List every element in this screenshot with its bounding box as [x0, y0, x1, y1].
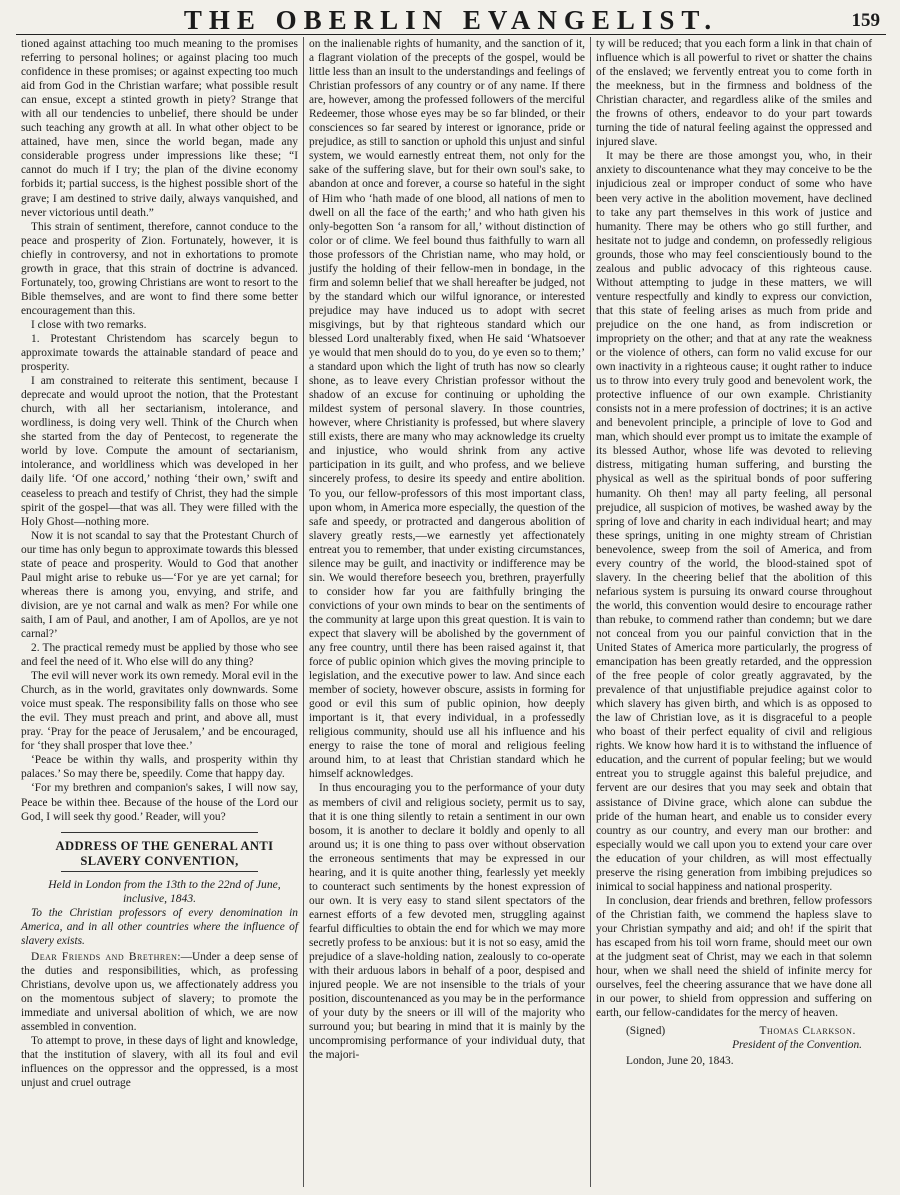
- paragraph: ty will be reduced; that you each form a link in that chain of influence which is all powerful to rivet or shatter the chains of the enslaved; we fervently entreat you to come forth in the meekness, but in the firmness and boldness of the Christian character, and regardless alike of the smiles and the frowns of others, endeavor to do your part towards turning the tide of natural feeling against the oppressed and injured slave.: [596, 38, 872, 149]
- salutation-paragraph: [21, 950, 298, 1034]
- paragraph: In conclusion, dear friends and brethren, fellow professors of the Christian faith, we commend the hapless slave to your Christian sympathy and aid; and oh! if the spirit that has escaped from his toil worn frame, should meet our own at the judgment seat of Christ, may we each in that solemn hour, when we shall need the shield of infinite mercy for ourselves, feel the cheering assurance that we have done all in our power, to shield from oppression and suffering on earth, our fellow-candidates for the mercy of heaven.: [596, 894, 873, 1020]
- salutation: Dear Friends and Brethren: [31, 950, 178, 963]
- paragraph: 2. The practical remedy must be applied by those who see and feel the need of it. Who else will do any thing?: [21, 642, 298, 669]
- column-1: [16, 37, 303, 1187]
- section-divider: [61, 832, 258, 833]
- paragraph: It may be there are those amongst you, who, in their anxiety to discountenance what they may conceive to be the injudicious zeal or improper conduct of some who have been very active in the abolition movement, have declined to take any part themselves in this work of justice and humanity. There may be others who go still further, and hesitate not to judge and condemn, on professedly religious grounds, those who may feel conscientiously bound to the zealous and public advocacy of this righteous cause. Without attempting to judge in these matters, we will venture respectfully and kindly to express our conviction, that this state of feeling arises as much from pride and prejudice on the one hand, as from indiscretion or impropriety on the other; and that at any rate the weakness or the violence of others, can form no valid excuse for our own inactivity in a righteous cause; it ought rather to induce us to throw into every truly good and benevolent work, the protective influence of our own example. Christianity consists not in a mere profession of doctrines; it is an active and benevolent principle, a principle of love to God and man, which should ever prompt us to imitate the example of its blessed Author, whose life was devoted to relieving distress, mitigating human suffering, and bursting the physical as well as the spiritual bonds of poor suffering humanity. Oh then! may all party feeling, all personal prejudice, all suspicion of motives, be washed away by the spring of love and charity in each individual heart; and may these springs, uniting in one mighty stream of Christian benevolence, sweep from the soil of America, and from every country of the world, the blood-stained spot of slavery. In the cheering belief that the abolition of this nefarious system is pursuing its onward course throughout the world, this convention would desire to encourage rather than rebuke, to commend rather than condemn; but we dare not conceal from you our painful conviction that in the United States of America more particularly, the progress of emancipation has been greatly retarded, and the oppression of the free people of color greatly aggravated, by the prevalence of that unjustifiable prejudice against color to which slavery has given birth, and which is as opposed to the law of Christian love, as it is disgraceful to a people who boast of their perfect equality of civil and religious rights. We know how hard it is to withstand the influence of education, and the current of popular feeling; but we would entreat you to struggle against this baleful prejudice, and fervent are our desires that you may seek and obtain that assistance of Divine grace, which alone can subdue the pride of the human heart, and enable us to consider every country as our country, and every man our brother: and especially would we call upon you to extend your care over the education of your children, as will most effectually preserve the rising generation from imbibing prejudices so inimical to social happiness and national prosperity.: [596, 150, 872, 893]
- signed-label: (Signed): [626, 1025, 666, 1038]
- paragraph: ‘Peace be within thy walls, and prosperity within thy palaces.’ So may there be, speedily. Come that happy day.: [21, 754, 298, 781]
- signer-role: President of the Convention.: [732, 1039, 862, 1052]
- address-intro: To the Christian professors of every denomination in America, and in all other countries where the influence of slavery exists.: [21, 906, 298, 947]
- paragraph: The evil will never work its own remedy. Moral evil in the Church, as in the world, gravitates only downwards. Some voice must speak. The responsibility falls on those who see the evil. They must preach and print, and above all, must pray. ‘Pray for the peace of Jerusalem,’ and be encouraged, for ‘they shall prosper that love thee.’: [21, 670, 298, 753]
- column-2: [303, 37, 590, 1187]
- masthead: [16, 4, 886, 35]
- heading-divider: [61, 871, 258, 872]
- paragraph: on the inalienable rights of humanity, and the sanction of it, a flagrant violation of the precepts of the gospel, would be little less than an insult to the understandings and feelings of Christian professors of any country or of any name. If there are, however, among the professed followers of the merciful Redeemer, those whose eyes may be so far blinded, or their consciences so far seared by interest or ignorance, pride or prejudice, as still to sanction or uphold this unjust and sinful system, we would earnestly entreat them, not only for the sake of the suffering slave, but for their own soul's sake, to abandon at once and forever, a course so hateful in the sight of Him who ‘hath made of one blood, all nations of men to dwell on all the face of the earth;’ and who hath given his only-begotten Son ‘a ransom for all,’ without distinction of color or of clime. We feel bound thus faithfully to warn all those professors of the Christian name, who may hold, or justify the holding of their fellow-men in bondage, in the firm and solemn belief that we shall hereafter be judged, not by the standard which our wilful ignorance, or interested prejudice may have induced us to adopt with secret misgivings, but by that righteous standard which our blessed Lord unalterably fixed, when He said ‘Whatsoever ye would that men should do to you, do ye even so to them;’ a standard upon which the light of truth has now so clearly shone, as to leave every Christian professor without the shadow of an excuse for continuing or upholding the mildest system of personal slavery. In those countries, however, where Christianity is professed, but where slavery still exists, there are many who may acknowledge its cruelty and injustice, who would shrink from any active participation in its guilt, and who profess, and we believe sincerely profess, to desire its speedy and entire abolition. To you, our fellow-professors of this most important class, upon whom, in America more especially, the question of the safe and speedy, or protracted and dangerous abolition of slavery greatly rests,—we earnestly yet affectionately entreat you to remember, that under existing circumstances, silence may be guilt, and inactivity or indifference may be sin. We would therefore beseech you, brethren, prayerfully to consider how far you are faithfully bringing the convictions of your own minds to bear on the sentiments of the community at large upon this great question. It is vain to expect that slavery will be abolished by the government of any free country, until there has been raised against it, that force of public opinion which gives the moving principle to legislation, and the executive power to law. And since each member of society, however obscure, assists in forming for good or evil this sum of public opinion, how deeply important is it, that every individual, in a professedly religious community, should use all his influence and his energy to raise the tone of moral and religious feeling around him, to at least that Christian standard which he himself acknowledges.: [309, 38, 585, 781]
- dateline: London, June 20, 1843.: [626, 1055, 734, 1068]
- paragraph: ‘For my brethren and companion's sakes, I will now say, Peace be within thee. Because of the house of the Lord our God, I will seek thy good.’ Reader, will you?: [21, 782, 298, 823]
- paragraph: tioned against attaching too much meaning to the promises referring to personal holines; or against placing too much confidence in these promises; or against expecting too much aid from God in the Christian warfare; what possible result can ensue, except a stinted growth in piety? Strange that with all our tendencies to unbelief, there should be under such teaching any growth at all. In what other object to be attained, have men, since the world began, made any considerable progress under impressions like these; “I cannot do much if I try; the plan of the divine economy forbids it; partial success, is the highest possible short of the grave; I am destined to strive daily, always vanquished, and never victorious until death.”: [21, 38, 298, 219]
- paragraph: 1. Protestant Christendom has scarcely begun to approximate towards the attainable standard of peace and prosperity.: [21, 332, 298, 374]
- paragraph: This strain of sentiment, therefore, cannot conduce to the peace and prosperity of Zion. Fortunately, however, it is chiefly in controversy, and not in exhortations to promote growth in grace, that this strain of doctrine is advanced. Fortunately, too, growing Christians are wont to resort to the Bible themselves, and are wont to find there some better encouragement than this.: [21, 220, 298, 317]
- paragraph: To attempt to prove, in these days of light and knowledge, that the institution of slavery, with all its foul and evil influences on the oppressor and the oppressed, is a most unjust and cruel outrage: [21, 1035, 298, 1090]
- paragraph: I am constrained to reiterate this sentiment, because I deprecate and would uproot the notion, that the Protestant church, with all her sectarianism, intolerance, and wordliness, is doing very well. Think of the Church when she started from the day of Pentecost, to regenerate the world by love. Compute the amount of sectarianism, intolerance, and worldliness which was developed in her daily life. ‘Of one accord,’ nothing ‘their own,’ swift and ceaseless to preach and testify of Christ, they had the simple spirit of the gospel—that was all. They were filled with the Holy Ghost—nothing more.: [21, 375, 298, 528]
- text-columns: [16, 37, 886, 1187]
- column-3: [590, 37, 877, 1187]
- signature-line: [596, 1024, 872, 1038]
- page-number: 159: [851, 10, 880, 31]
- address-heading: ADDRESS OF THE GENERAL ANTI SLAVERY CONVENTION,: [55, 838, 274, 868]
- newspaper-title: THE OBERLIN EVANGELIST.: [183, 5, 719, 35]
- signer-name: Thomas Clarkson.: [759, 1025, 856, 1038]
- paragraph: Now it is not scandal to say that the Protestant Church of our time has only begun to approximate towards this blessed state of peace and prosperity. Would to God that another Paul might arise to rebuke us—‘For ye are yet carnal; for whereas there is among you, envying, and strife, and division, are ye not carnal and walk as men? For while one saith, I am of Paul, and another, I am of Apollos, are ye not carnal?’: [21, 529, 298, 640]
- paragraph: I close with two remarks.: [31, 318, 147, 331]
- paragraph: In thus encouraging you to the performance of your duty as members of civil and religious society, permit us to say, that it is one thing silently to retain a sentiment in our own bosom, it is another to declare it boldly and openly to all around us; it is one thing to pass over without observation the erroneous sentiments that may be expressed in our hearing, and it is quite another thing, fearlessly yet meekly to counteract such sentiments by the honest expression of our own. It is very easy to stand silent spectators of the earnest efforts of a few devoted men, struggling against fearful difficulties to obtain the end for which we may more secretly profess to be anxious: but it is not so easy, amid the prejudice of a slave-holding nation, zealously to co-operate with their arduous labors in behalf of a poor, despised and injured people. We are not insensible to the trials of your position, discountenanced as you may be in the performance of your duty by the sneers or ill will of the majority who surround you; but bearing in mind that it is mainly by the uncompromising performance of your individual duty, that the majori-: [309, 782, 585, 1062]
- salutation-text: :—Under a deep sense of the duties and responsibilities, which, as professing Christians, devolve upon us, we affectionately address you on the momentous subject of slavery; to promote the immediate and universal abolition of which, we are now assembled in convention.: [21, 950, 298, 1033]
- address-subheading: Held in London from the 13th to the 22nd of June, inclusive, 1843.: [48, 877, 281, 905]
